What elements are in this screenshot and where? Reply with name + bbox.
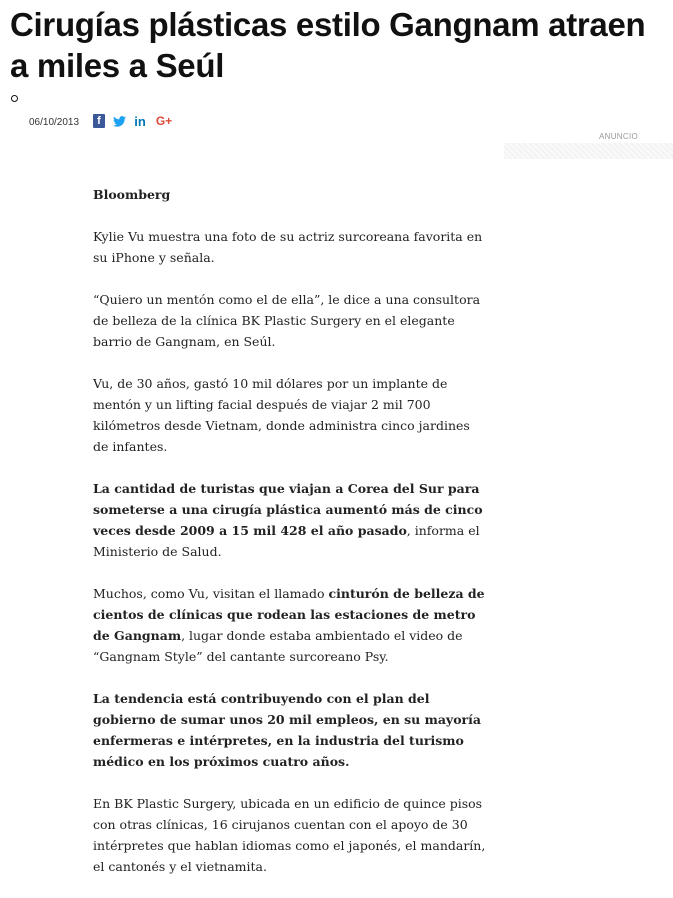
article-paragraphs	[93, 226, 488, 877]
article-paragraph	[93, 373, 488, 457]
bold-text: cinturón de belleza de cientos de clínicas que rodean las estaciones de metro de Gangnam	[93, 586, 485, 643]
twitter-icon[interactable]	[112, 114, 126, 128]
share-bar	[93, 114, 174, 128]
article-paragraph	[93, 688, 488, 772]
article-source: Bloomberg	[93, 187, 171, 202]
text-run: En BK Plastic Surgery, ubicada en un edificio de quince pisos con otras clínicas, 16 cirujanos cuentan con el apoyo de 30 intérpretes que hablan idiomas como el japonés, el mandarín, el cantonés y el vietnamita.	[93, 796, 486, 874]
bold-text: La cantidad de turistas que viajan a Corea del Sur para someterse a una cirugía plástica aumentó más de cinco veces desde 2009 a 15 mil 428 el año pasado	[93, 481, 483, 538]
publish-date: 06/10/2013	[29, 117, 80, 128]
text-run: , lugar donde estaba ambientado el video de “Gangnam Style” del cantante surcoreano Psy.	[93, 628, 463, 664]
article-paragraph	[93, 226, 488, 268]
article-headline: Cirugías plásticas estilo Gangnam atraen a miles a Seúl	[10, 6, 646, 84]
bookmark-dot-icon[interactable]	[11, 95, 18, 102]
article-paragraph	[93, 478, 488, 562]
text-run: , informa el Ministerio de Salud.	[93, 523, 480, 559]
article-body	[93, 184, 488, 898]
ad-label: ANUNCIO	[599, 132, 638, 141]
text-run: “Quiero un mentón como el de ella”, le dice a una consultora de belleza de la clínica BK Plastic Surgery en el elegante barrio de Gangnam, en Seúl.	[93, 292, 481, 349]
bold-text: La tendencia está contribuyendo con el plan del gobierno de sumar unos 20 mil empleos, en su mayoría enfermeras e intérpretes, en la industria del turismo médico en los próximos cuatro años.	[93, 691, 481, 769]
google-plus-icon[interactable]: G+	[155, 114, 173, 128]
article-paragraph	[93, 583, 488, 667]
text-run: Vu, de 30 años, gastó 10 mil dólares por un implante de mentón y un lifting facial después de viajar 2 mil 700 kilómetros desde Vietnam, donde administra cinco jardines de infantes.	[93, 376, 470, 454]
facebook-icon[interactable]: f	[93, 114, 105, 128]
ad-placeholder	[504, 143, 673, 159]
article-paragraph	[93, 793, 488, 877]
article-paragraph	[93, 289, 488, 352]
text-run: Kylie Vu muestra una foto de su actriz surcoreana favorita en su iPhone y señala.	[93, 229, 483, 265]
linkedin-icon[interactable]: in	[134, 113, 146, 129]
text-run: Muchos, como Vu, visitan el llamado	[93, 586, 329, 601]
